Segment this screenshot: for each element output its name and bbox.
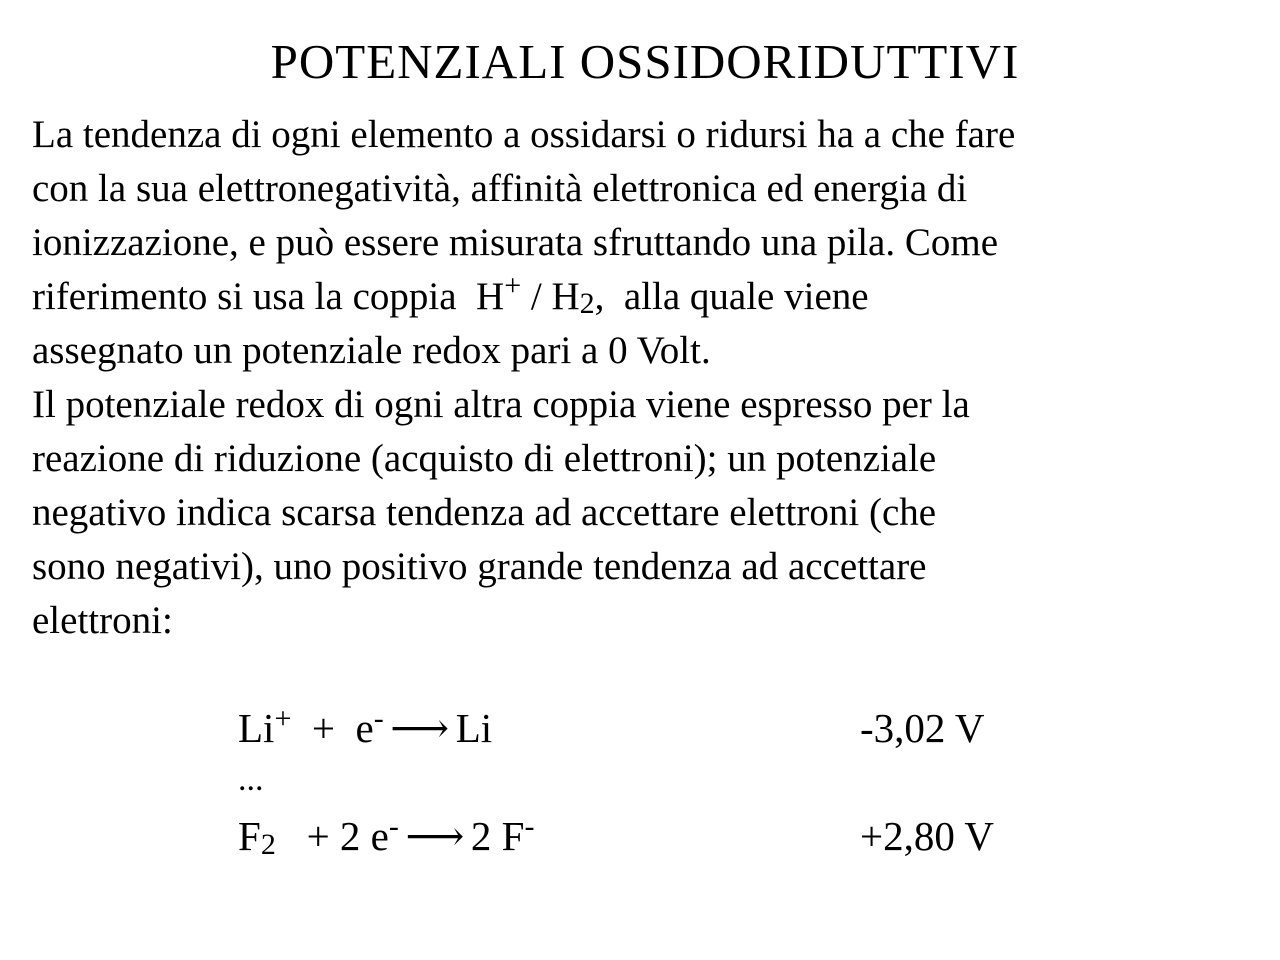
paragraph-line: negativo indica scarsa tendenza ad accettare elettroni (che (32, 491, 937, 534)
paragraph-line: assegnato un potenziale redox pari a 0 Volt. (32, 329, 711, 372)
superscript-charge: - (524, 810, 535, 843)
reaction-equation (238, 702, 492, 754)
reaction-potential: -3,02 V (860, 705, 985, 751)
paragraph-line: sono negativi), uno positivo grande tendenza ad accettare (32, 545, 927, 588)
superscript-charge: - (373, 702, 384, 735)
reaction-lithium (238, 702, 985, 754)
paragraph-line-reference-couple (32, 270, 1015, 324)
slide-title: POTENZIALI OSSIDORIDUTTIVI (270, 34, 1020, 89)
reaction-potential: +2,80 V (860, 813, 994, 859)
reaction-arrow-icon: ⟶ (390, 705, 450, 751)
electron-term: + e (291, 705, 374, 751)
reaction-fluorine (238, 810, 994, 862)
paragraph-line: ionizzazione, e può essere misurata sfruttando una pila. Come (32, 221, 999, 264)
reaction-ellipsis: ... (238, 761, 264, 798)
text-fragment: , alla quale viene (594, 275, 869, 318)
product: Li (455, 705, 493, 751)
paragraph-line: con la sua elettronegatività, affinità elettronica ed energia di (32, 167, 968, 210)
reaction-arrow-icon: ⟶ (405, 813, 465, 859)
subscript-index: 2 (579, 287, 595, 320)
intro-paragraph (32, 108, 1015, 378)
text-fragment: / H (521, 275, 580, 318)
electron-term: + 2 e (275, 813, 389, 859)
superscript-charge: + (504, 269, 522, 302)
subscript-index: 2 (260, 828, 276, 861)
paragraph-line: elettroni: (32, 599, 173, 642)
text-fragment: riferimento si usa la coppia H (32, 275, 505, 318)
paragraph-line: Il potenziale redox di ogni altra coppia viene espresso per la (32, 383, 970, 426)
paragraph-line: La tendenza di ogni elemento a ossidarsi o ridursi ha a che fare (32, 113, 1016, 156)
reactant: F (238, 813, 261, 859)
superscript-charge: - (388, 810, 399, 843)
reactant: Li (238, 705, 275, 751)
product: 2 F (470, 813, 525, 859)
explanation-paragraph (32, 378, 970, 648)
superscript-charge: + (274, 702, 292, 735)
paragraph-line: reazione di riduzione (acquisto di elettroni); un potenziale (32, 437, 937, 480)
reaction-equation (238, 810, 534, 862)
